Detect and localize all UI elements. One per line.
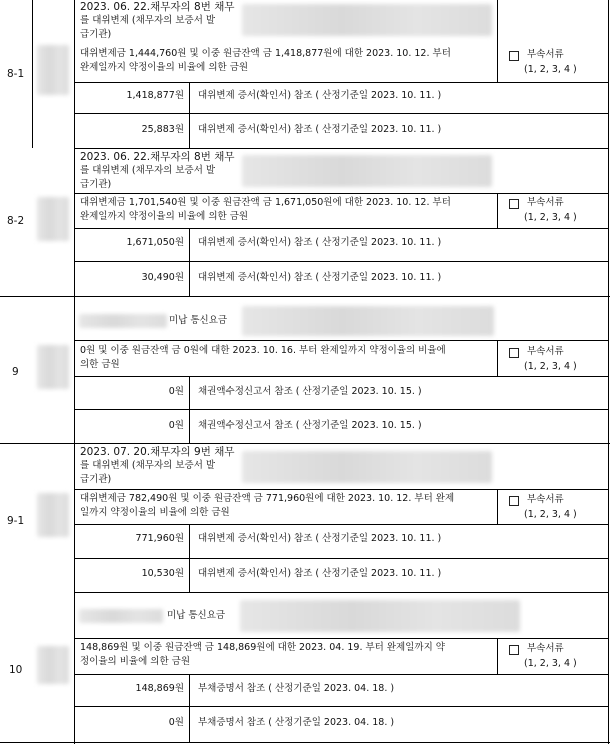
amount: 771,960원 [135,533,184,544]
sub-divider [74,228,608,229]
row-divider [0,296,610,297]
redacted-info [242,155,492,187]
col-divider-attach [497,0,498,82]
sub-divider [74,113,608,114]
sub-divider [74,674,608,675]
claim-text: 정이율의 비율에 의한 금원 [80,656,191,667]
redacted-name [37,45,69,95]
attachment-label: 부속서류 [527,346,564,357]
amount-desc: 대위변제 증서(확인서) 참조 ( 산정기준일 2023. 10. 11. ) [198,533,442,544]
claim-title: 미납 통신요금 [167,610,226,621]
redacted-info [242,4,492,36]
claim-text: 대위변제금 1,444,760원 및 이중 원금잔액 금 1,418,877원에 대한 2023. 10. 12. 부터 [80,48,451,59]
redacted-info [240,600,520,632]
col-divider-amount [189,228,190,296]
redacted-info [242,306,494,336]
sub-divider [74,592,608,593]
attachment-checkbox[interactable] [509,51,519,61]
amount: 0원 [168,420,184,431]
subrogation-desc: 급기관) [80,474,112,485]
table-bottom-border [0,742,610,743]
attachment-label: 부속서류 [527,197,564,208]
amount-desc: 대위변제 증서(확인서) 참조 ( 산정기준일 2023. 10. 11. ) [198,90,442,101]
col-divider-attach [497,489,498,524]
col-divider-attach [497,193,498,228]
amount: 0원 [168,717,184,728]
claim-text: 0원 및 이중 원금잔액 금 0원에 대한 2023. 10. 16. 부터 완제일까지 약정이율의 비율에 [80,345,446,356]
sub-divider [74,706,608,707]
subrogation-desc: 급기관) [80,29,112,40]
amount-desc: 채권액수정신고서 참조 ( 산정기준일 2023. 10. 15. ) [198,386,422,397]
col-divider-attach [497,340,498,376]
sub-divider [74,558,608,559]
sub-divider [74,409,608,410]
sub-divider [74,376,608,377]
attachment-checkbox[interactable] [509,645,519,655]
redacted-info [242,451,492,483]
sub-divider [74,524,608,525]
sub-divider [74,148,608,149]
attachment-checkbox[interactable] [509,199,519,209]
sub-divider [74,638,608,639]
col-divider-attach [497,638,498,674]
redacted-name [37,197,69,241]
subrogation-desc: 를 대위변제 (채무자의 보증서 발 [80,460,216,471]
claim-text: 완제일까지 약정이율의 비율에 의한 금원 [80,211,249,222]
subrogation-desc: 급기관) [80,179,112,190]
col-divider-content [74,0,75,744]
attachment-items: (1, 2, 3, 4 ) [524,658,577,669]
col-divider-no [32,0,33,148]
amount: 10,530원 [141,568,184,579]
amount: 1,418,877원 [126,90,184,101]
subrogation-desc: 2023. 06. 22.채무자의 8번 채무 [80,1,235,13]
redacted-creditor [79,609,163,623]
subrogation-desc: 를 대위변제 (채무자의 보증서 발 [80,15,216,26]
amount-desc: 대위변제 증서(확인서) 참조 ( 산정기준일 2023. 10. 11. ) [198,237,442,248]
row-number: 8-1 [7,68,25,80]
attachment-items: (1, 2, 3, 4 ) [524,509,577,520]
col-divider-amount [189,82,190,148]
amount: 1,671,050원 [126,237,184,248]
attachment-label: 부속서류 [527,49,564,60]
redacted-creditor [79,314,167,328]
amount-desc: 대위변제 증서(확인서) 참조 ( 산정기준일 2023. 10. 11. ) [198,568,442,579]
redacted-name [37,493,69,537]
row-number: 9 [12,366,19,378]
col-divider-amount [189,674,190,742]
redacted-name [37,345,69,389]
amount: 25,883원 [141,124,184,135]
attachment-items: (1, 2, 3, 4 ) [524,361,577,372]
sub-divider [74,340,608,341]
col-divider-amount [189,376,190,443]
claim-text: 완제일까지 약정이율의 비율에 의한 금원 [80,62,249,73]
amount-desc: 대위변제 증서(확인서) 참조 ( 산정기준일 2023. 10. 11. ) [198,124,442,135]
amount: 0원 [168,386,184,397]
attachment-checkbox[interactable] [509,496,519,506]
attachment-label: 부속서류 [527,643,564,654]
sub-divider [74,261,608,262]
row-divider [0,443,610,444]
attachment-checkbox[interactable] [509,348,519,358]
attachment-items: (1, 2, 3, 4 ) [524,212,577,223]
sub-divider [74,193,608,194]
row-number: 9-1 [7,515,25,527]
amount-desc: 대위변제 증서(확인서) 참조 ( 산정기준일 2023. 10. 11. ) [198,272,442,283]
subrogation-desc: 2023. 07. 20.채무자의 9번 채무 [80,446,235,458]
sub-divider [74,82,608,83]
subrogation-desc: 를 대위변제 (채무자의 보증서 발 [80,165,216,176]
attachment-items: (1, 2, 3, 4 ) [524,64,577,75]
amount-desc: 부채증명서 참조 ( 산정기준일 2023. 04. 18. ) [198,717,395,728]
col-divider-amount [189,524,190,592]
redacted-name [37,646,69,684]
claim-text: 대위변제금 782,490원 및 이중 원금잔액 금 771,960원에 대한 2023. 10. 12. 부터 완제 [80,493,455,504]
amount-desc: 채권액수정신고서 참조 ( 산정기준일 2023. 10. 15. ) [198,420,422,431]
claim-title: 미납 통신요금 [169,315,228,326]
attachment-label: 부속서류 [527,494,564,505]
claim-text: 의한 금원 [80,359,120,370]
claim-text: 대위변제금 1,701,540원 및 이중 원금잔액 금 1,671,050원에 대한 2023. 10. 12. 부터 [80,197,451,208]
amount-desc: 부채증명서 참조 ( 산정기준일 2023. 04. 18. ) [198,683,395,694]
amount: 30,490원 [141,272,184,283]
sub-divider [74,489,608,490]
row-number: 10 [9,664,23,676]
table-right-border [608,0,609,744]
claim-text: 148,869원 및 이중 원금잔액 금 148,869원에 대한 2023. 04. 19. 부터 완제일까지 약 [80,642,445,653]
claim-text: 일까지 약정이율의 비율에 의한 금원 [80,507,230,518]
amount: 148,869원 [135,683,184,694]
subrogation-desc: 2023. 06. 22.채무자의 8번 채무 [80,151,235,163]
row-number: 8-2 [7,215,25,227]
